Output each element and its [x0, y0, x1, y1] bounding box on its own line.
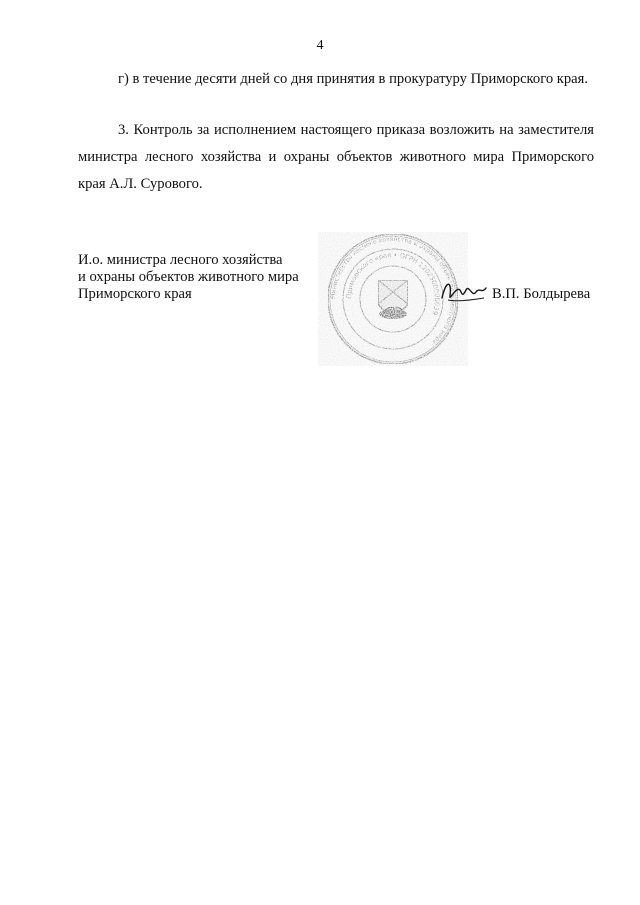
stamp-inner-text: Приморского края • ОГРН 1202500000039 [344, 250, 442, 316]
coat-of-arms-icon [378, 280, 408, 319]
signatory-title [78, 252, 299, 303]
signatory-title-line-2: и охраны объектов животного мира [78, 269, 299, 285]
page-number: 4 [316, 38, 324, 53]
body-paragraph-2: 3. Контроль за исполнением настоящего приказа возложить на заместителя министра лесного хозяйства и охраны объектов животного мира Приморского края А.Л. Сурового. [78, 122, 594, 192]
stamp-outer-text: Министерство лесного хозяйства и охраны объектов животного мира [329, 235, 457, 346]
handwritten-signature-icon [438, 276, 490, 306]
signature-scribble [438, 276, 490, 306]
signatory-title-line-3: Приморского края [78, 286, 192, 302]
signatory-name: В.П. Болдырева [492, 286, 591, 302]
body-paragraph-1: г) в течение десяти дней со дня принятия в прокуратуру Приморского края. [118, 71, 588, 87]
signatory-title-line-1: И.о. министра лесного хозяйства [78, 252, 283, 268]
